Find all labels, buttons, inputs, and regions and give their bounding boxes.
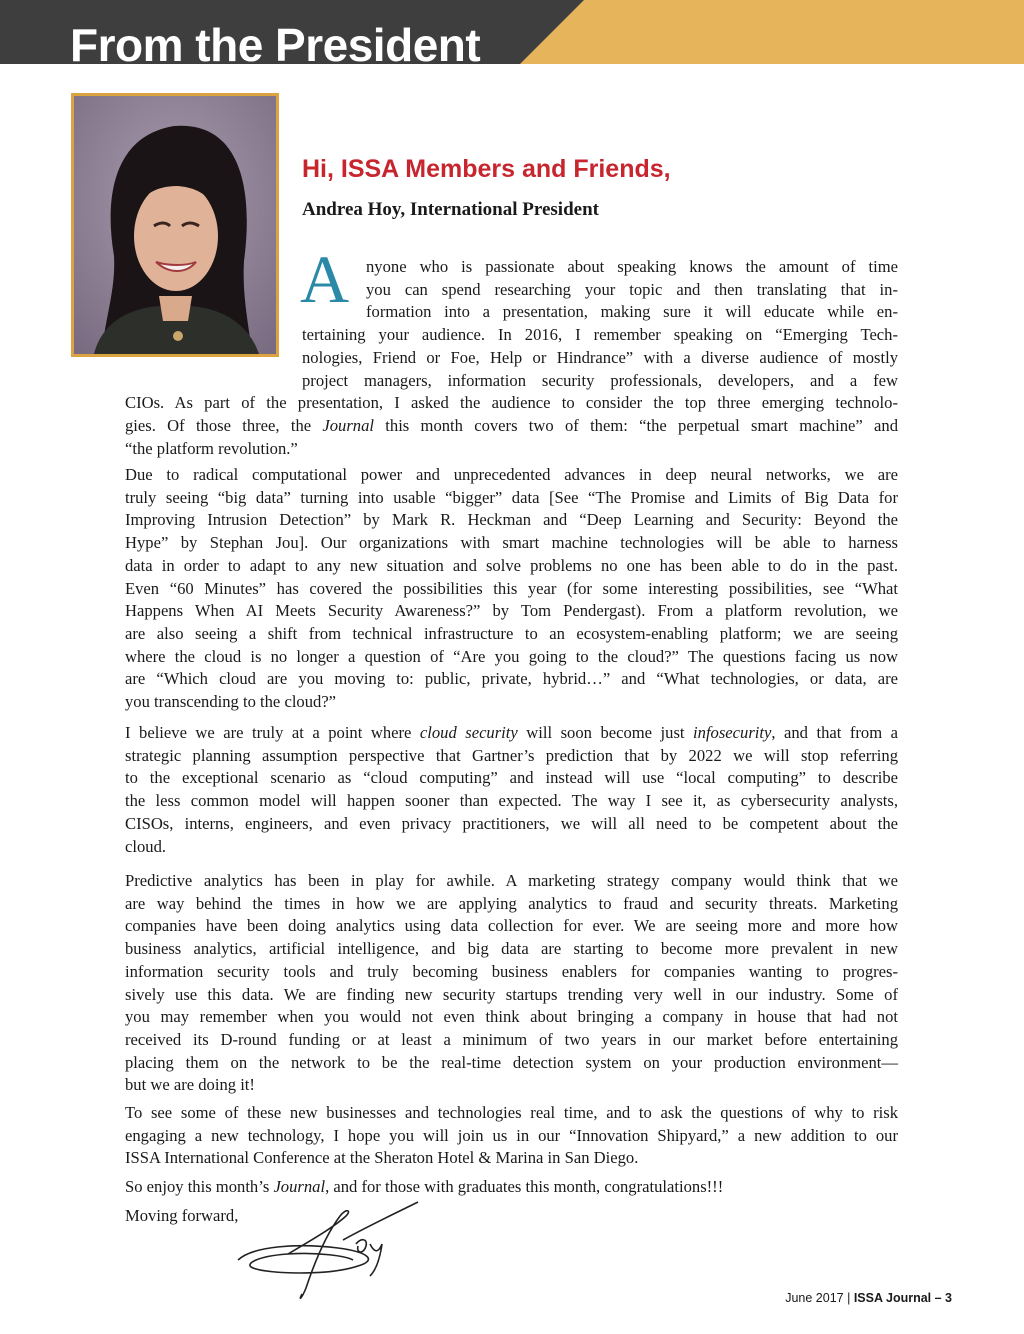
body-line: Predictive analytics has been in play for awhile. A marketing strategy company would think that we	[125, 871, 898, 890]
text-segment: I believe we are truly at a point where	[125, 723, 420, 742]
drop-cap: A	[300, 241, 350, 317]
body-line: are way behind the times in how we are applying analytics to fraud and security threats. Marketing	[125, 893, 898, 913]
body-line: companies have been doing analytics using data collection for ever. We are seeing more and more how	[125, 916, 898, 936]
page-title: From the President	[70, 19, 481, 64]
body-line: nyone who is passionate about speaking knows the amount of time	[366, 257, 898, 276]
footer-separator: |	[843, 1291, 854, 1305]
president-photo	[71, 93, 279, 357]
body-line: nologies, Friend or Foe, Help or Hindrance” with a diverse audience of mostly	[302, 347, 898, 367]
text-segment: , and for those with graduates this month, congratulations!!!	[325, 1177, 724, 1196]
body-line: truly seeing “big data” turning into usable “bigger” data [See “The Promise and Limits of Big Data for	[125, 487, 898, 507]
body-line: formation into a presentation, making sure it will educate while en-	[366, 302, 898, 322]
body-line	[125, 722, 898, 744]
greeting-heading: Hi, ISSA Members and Friends,	[302, 155, 671, 183]
body-line: tertaining your audience. In 2016, I remember speaking on “Emerging Tech-	[302, 325, 898, 345]
body-line: are also seeing a shift from technical infrastructure to an ecosystem-enabling platform; we are seeing	[125, 623, 898, 643]
italic-term: cloud security	[419, 723, 518, 742]
body-line: are “Which cloud are you moving to: public, private, hybrid…” and “What technologies, or data, are	[125, 669, 898, 689]
text-segment: this month covers two of them: “the perpetual smart machine” and	[374, 415, 899, 435]
body-line: strategic planning assumption perspective that Gartner’s prediction that by 2022 we will stop referring	[125, 745, 898, 765]
body-line: information security tools and truly becoming business enablers for companies wanting to progres-	[125, 961, 898, 981]
body-line: Hype” by Stephan Jou]. Our organizations with smart machine technologies will be able to harness	[125, 533, 898, 553]
text-segment: gies. Of those three, the	[125, 415, 323, 435]
page-footer	[778, 1291, 952, 1305]
body-line: sively use this data. We are finding new security startups trending very well in our industry. Some of	[125, 984, 898, 1004]
body-line: business analytics, artificial intelligence, and big data are starting to become more prevalent in new	[125, 939, 898, 959]
body-line: CISOs, interns, engineers, and even privacy practitioners, we will all need to be competent about the	[125, 813, 898, 833]
body-line: you may remember when you would not even think about bringing a company in house that had not	[125, 1007, 898, 1027]
italic-term: infosecurity	[693, 723, 772, 742]
body-line: placing them on the network to be the real-time detection system on your production environment—	[125, 1052, 898, 1072]
body-line: where the cloud is no longer a question of “Are you going to the cloud?” The questions facing us now	[125, 646, 898, 666]
footer-date: June 2017	[785, 1291, 844, 1305]
byline: Andrea Hoy, International President	[302, 199, 599, 220]
body-line: the less common model will happen sooner than expected. The way I see it, as cybersecurity analysts,	[125, 791, 898, 811]
header-banner	[0, 0, 1024, 64]
body-line: data in order to adapt to any new situation and solve problems no one has been able to do in the past.	[125, 555, 898, 575]
portrait-photo	[74, 96, 276, 354]
footer-journal: ISSA Journal – 3	[853, 1291, 952, 1305]
body-line: Happens When AI Meets Security Awareness?” by Tom Pendergast). From a platform revolution, we	[125, 601, 898, 621]
body-line: but we are doing it!	[125, 1075, 255, 1095]
body-line: Due to radical computational power and unprecedented advances in deep neural networks, we are	[125, 465, 898, 484]
italic-term: Journal	[273, 1177, 326, 1196]
body-line: you transcending to the cloud?”	[125, 692, 337, 711]
text-segment: , and that from a	[771, 723, 898, 742]
body-line: cloud.	[125, 836, 167, 856]
text-segment: So enjoy this month’s	[125, 1177, 274, 1196]
body-line: To see some of these new businesses and technologies real time, and to ask the questions of why to risk	[125, 1103, 898, 1122]
body-line: Improving Intrusion Detection” by Mark R. Heckman and “Deep Learning and Security: Beyond the	[125, 510, 898, 530]
body-line: engaging a new technology, I hope you will join us in our “Innovation Shipyard,” a new addition to our	[125, 1125, 898, 1145]
text-segment: will soon become just	[517, 723, 694, 742]
body-line: received its D-round funding or at least a minimum of two years in our market before entertaining	[125, 1029, 898, 1049]
body-line: project managers, information security professionals, developers, and a few	[302, 370, 898, 390]
body-line: you can spend researching your topic and then translating that in-	[366, 279, 898, 299]
body-line: “the platform revolution.”	[125, 438, 298, 458]
body-line: to the exceptional scenario as “cloud computing” and instead will use “local computing” to describe	[125, 768, 898, 788]
italic-term: Journal	[322, 415, 375, 435]
closing-line: Moving forward,	[125, 1206, 239, 1225]
body-line: ISSA International Conference at the Sheraton Hotel & Marina in San Diego.	[125, 1148, 639, 1168]
body-line: Even “60 Minutes” has covered the possibilities this year (for some interesting possibilities, see “What	[125, 578, 898, 598]
body-line	[125, 1176, 723, 1198]
signature	[228, 1198, 428, 1308]
body-line	[125, 415, 898, 437]
body-line: CIOs. As part of the presentation, I asked the audience to consider the top three emerging technolo-	[125, 393, 898, 413]
